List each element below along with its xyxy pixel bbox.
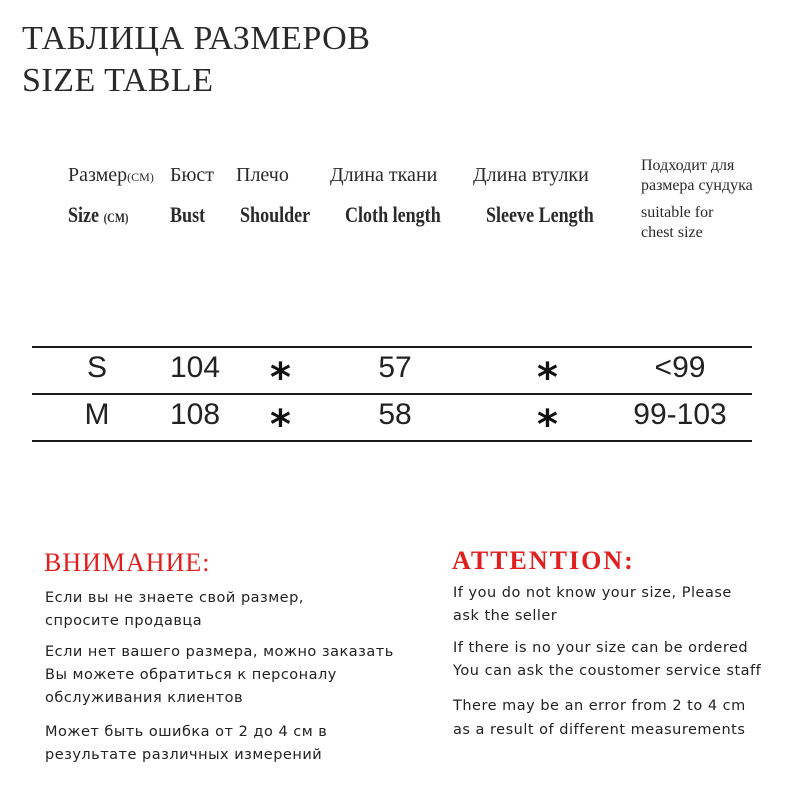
attention-ru-title: ВНИМАНИЕ: — [44, 548, 211, 577]
header-shoulder-en: Shoulder — [240, 202, 311, 227]
attention-ru-line: Может быть ошибка от 2 до 4 см в — [45, 724, 328, 740]
cell-size: S — [86, 351, 107, 384]
header-bust-en: Bust — [170, 202, 206, 227]
header-size-ru-unit: (CM) — [127, 170, 154, 184]
attention-ru-line: спросите продавца — [45, 613, 203, 629]
title-en: SIZE TABLE — [22, 62, 214, 99]
attention-en-line: If there is no your size can be ordered — [453, 640, 749, 656]
cell-bust: 108 — [169, 398, 221, 431]
attention-ru-line: обслуживания клиентов — [45, 690, 244, 706]
cell-shoulder: * — [270, 355, 291, 401]
header-chest-ru-line2: размера сундука — [641, 177, 753, 194]
table-line-bottom — [32, 440, 752, 442]
table-line-middle — [32, 393, 752, 395]
header-length-ru: Длина ткани — [330, 164, 438, 186]
attention-ru-line: результате различных измерений — [45, 747, 323, 763]
attention-en-line: There may be an error from 2 to 4 cm — [453, 698, 746, 714]
header-sleeve-ru: Длина втулки — [473, 164, 589, 186]
cell-length: 58 — [378, 398, 412, 431]
cell-chest: <99 — [654, 351, 706, 384]
cell-sleeve: * — [537, 402, 558, 448]
header-size-en-unit: (CM) — [103, 210, 129, 225]
header-bust-ru: Бюст — [170, 164, 215, 186]
header-shoulder-ru: Плечо — [236, 164, 289, 186]
header-sleeve-en: Sleeve Length — [486, 202, 594, 227]
header-chest-en-line1: suitable for — [641, 204, 714, 221]
attention-ru-line: Если вы не знаете свой размер, — [45, 590, 304, 606]
table-line-top — [32, 346, 752, 348]
cell-size: M — [84, 398, 110, 431]
cell-length: 57 — [378, 351, 412, 384]
attention-en-line: as a result of different measurements — [453, 722, 746, 738]
header-size-ru-label: Размер — [68, 164, 128, 186]
attention-ru-line: Вы можете обратиться к персоналу — [45, 667, 337, 683]
cell-sleeve: * — [537, 355, 558, 401]
cell-bust: 104 — [169, 351, 221, 384]
header-size-en — [68, 202, 128, 228]
attention-en-line: ask the seller — [453, 608, 558, 624]
attention-ru-line: Если нет вашего размера, можно заказать — [45, 644, 394, 660]
attention-en-line: If you do not know your size, Please — [453, 585, 732, 601]
header-length-en: Cloth length — [345, 202, 441, 227]
attention-en-line: You can ask the coustomer service staff — [453, 663, 762, 679]
header-size-ru — [68, 164, 154, 187]
cell-shoulder: * — [270, 402, 291, 448]
attention-en-title: ATTENTION: — [452, 546, 635, 575]
header-size-en-label: Size — [68, 202, 100, 227]
header-chest-ru-line1: Подходит для — [641, 157, 735, 174]
cell-chest: 99-103 — [633, 398, 727, 431]
header-chest-en-line2: chest size — [641, 224, 703, 241]
title-ru: ТАБЛИЦА РАЗМЕРОВ — [22, 20, 371, 57]
